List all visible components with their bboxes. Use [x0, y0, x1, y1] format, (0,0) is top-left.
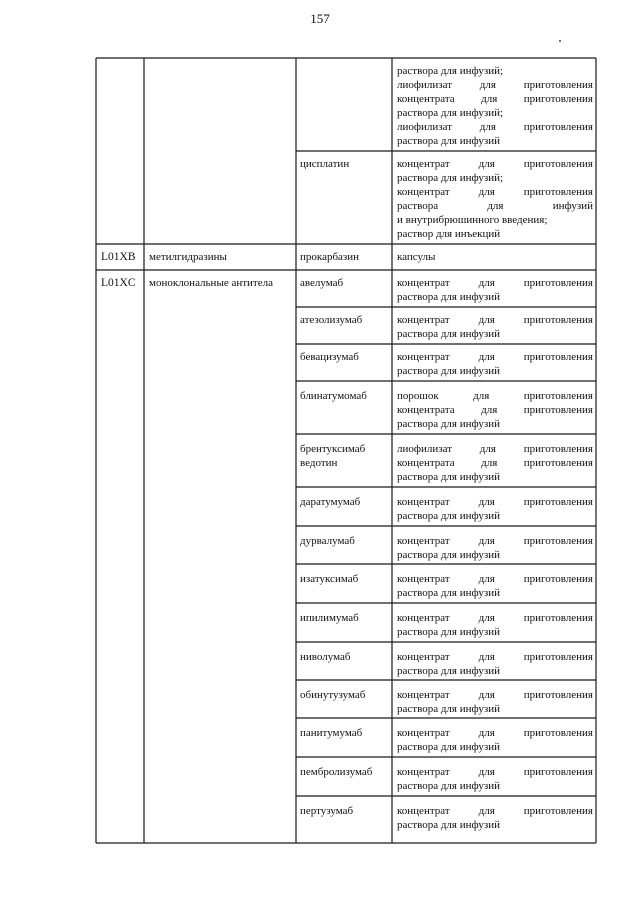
- drug-name-cell: бевацизумаб: [300, 351, 359, 363]
- form-line: концентрат для приготовления: [397, 496, 593, 508]
- drug-name-cell: панитумумаб: [300, 727, 363, 739]
- drug-name-cell: блинатумомаб: [300, 390, 367, 402]
- dosage-form-cell: [397, 572, 593, 600]
- form-line: раствора для инфузий: [397, 510, 500, 522]
- dosage-form-cell: [397, 389, 593, 431]
- dosage-form-cell: [397, 313, 593, 341]
- atc-code-cell: L01XC: [101, 277, 136, 289]
- dosage-form-cell: [397, 157, 593, 241]
- form-line: концентрат для приготовления: [397, 186, 593, 198]
- dosage-form-cell: [397, 64, 593, 148]
- dosage-form-cell: [397, 804, 593, 832]
- form-line: концентрата для приготовления: [397, 93, 593, 105]
- dosage-form-cell: [397, 650, 593, 678]
- drug-name-cell: авелумаб: [300, 277, 344, 289]
- form-line: раствора для инфузий: [397, 328, 500, 340]
- dosage-form-cell: [397, 534, 593, 562]
- form-line: раствора для инфузий: [397, 549, 500, 561]
- form-line: раствора для инфузий;: [397, 172, 504, 184]
- group-name-cell: моноклональные антитела: [149, 277, 273, 289]
- dosage-form-cell: [397, 611, 593, 639]
- form-line: концентрат для приготовления: [397, 805, 593, 817]
- form-line: раствора для инфузий: [397, 418, 500, 430]
- drug-name-cell: цисплатин: [300, 158, 350, 170]
- form-line: раствора для инфузий: [397, 819, 500, 831]
- form-line: раствора для инфузий: [397, 626, 500, 638]
- form-line: лиофилизат для приготовления: [397, 121, 593, 133]
- dosage-form-cell: [397, 495, 593, 523]
- form-line: лиофилизат для приготовления: [397, 443, 593, 455]
- drug-name-line: ведотин: [300, 457, 338, 469]
- dosage-form-cell: [397, 688, 593, 716]
- form-line: раствора для инфузий: [397, 291, 500, 303]
- form-line: раствора для инфузий: [397, 587, 500, 599]
- drug-name-cell: дурвалумаб: [300, 535, 355, 547]
- form-line: концентрата для приготовления: [397, 404, 593, 416]
- form-line: концентрат для приготовления: [397, 314, 593, 326]
- drug-name-cell: изатуксимаб: [300, 573, 359, 585]
- form-line: концентрат для приготовления: [397, 351, 593, 363]
- form-line: концентрат для приготовления: [397, 277, 593, 289]
- drug-name-cell: пембролизумаб: [300, 766, 373, 778]
- dosage-form-cell: [397, 350, 593, 378]
- drug-name-cell: ипилимумаб: [300, 612, 359, 624]
- form-line: лиофилизат для приготовления: [397, 79, 593, 91]
- form-line: раствора для инфузий;: [397, 107, 504, 119]
- form-line: и внутрибрюшинного введения;: [397, 214, 548, 226]
- form-line: концентрат для приготовления: [397, 766, 593, 778]
- dosage-form-cell: [397, 726, 593, 754]
- form-line: концентрат для приготовления: [397, 573, 593, 585]
- form-line: концентрата для приготовления: [397, 457, 593, 469]
- drug-name-cell: [300, 442, 365, 470]
- form-line: раствора для инфузий: [397, 135, 500, 147]
- form-line: раствора для инфузий: [397, 741, 500, 753]
- drug-name-cell: пертузумаб: [300, 805, 354, 817]
- drug-name-line: брентуксимаб: [300, 443, 366, 455]
- atc-code-cell: L01XB: [101, 251, 136, 263]
- drug-name-cell: атезолизумаб: [300, 314, 363, 326]
- form-line: концентрат для приготовления: [397, 651, 593, 663]
- drug-name-cell: ниволумаб: [300, 651, 351, 663]
- form-line: концентрат для приготовления: [397, 535, 593, 547]
- form-line: раствора для инфузий: [397, 780, 500, 792]
- group-name-cell: метилгидразины: [149, 251, 227, 263]
- form-line: порошок для приготовления: [397, 390, 593, 402]
- form-line: раствора для инфузий: [397, 200, 593, 212]
- form-line: раствор для инъекций: [397, 228, 501, 240]
- form-line: концентрат для приготовления: [397, 158, 593, 170]
- dosage-form-cell: [397, 250, 593, 264]
- form-line: концентрат для приготовления: [397, 689, 593, 701]
- form-line: раствора для инфузий: [397, 703, 500, 715]
- form-line: капсулы: [397, 251, 436, 263]
- dosage-form-cell: [397, 276, 593, 304]
- form-line: раствора для инфузий: [397, 471, 500, 483]
- form-line: концентрат для приготовления: [397, 612, 593, 624]
- form-line: раствора для инфузий;: [397, 65, 504, 77]
- drug-name-cell: даратумумаб: [300, 496, 361, 508]
- drug-name-cell: прокарбазин: [300, 251, 360, 263]
- form-line: раствора для инфузий: [397, 665, 500, 677]
- dosage-form-cell: [397, 442, 593, 484]
- page-number: 157: [310, 11, 330, 26]
- dosage-form-cell: [397, 765, 593, 793]
- drug-name-cell: обинутузумаб: [300, 689, 366, 701]
- form-line: концентрат для приготовления: [397, 727, 593, 739]
- form-line: раствора для инфузий: [397, 365, 500, 377]
